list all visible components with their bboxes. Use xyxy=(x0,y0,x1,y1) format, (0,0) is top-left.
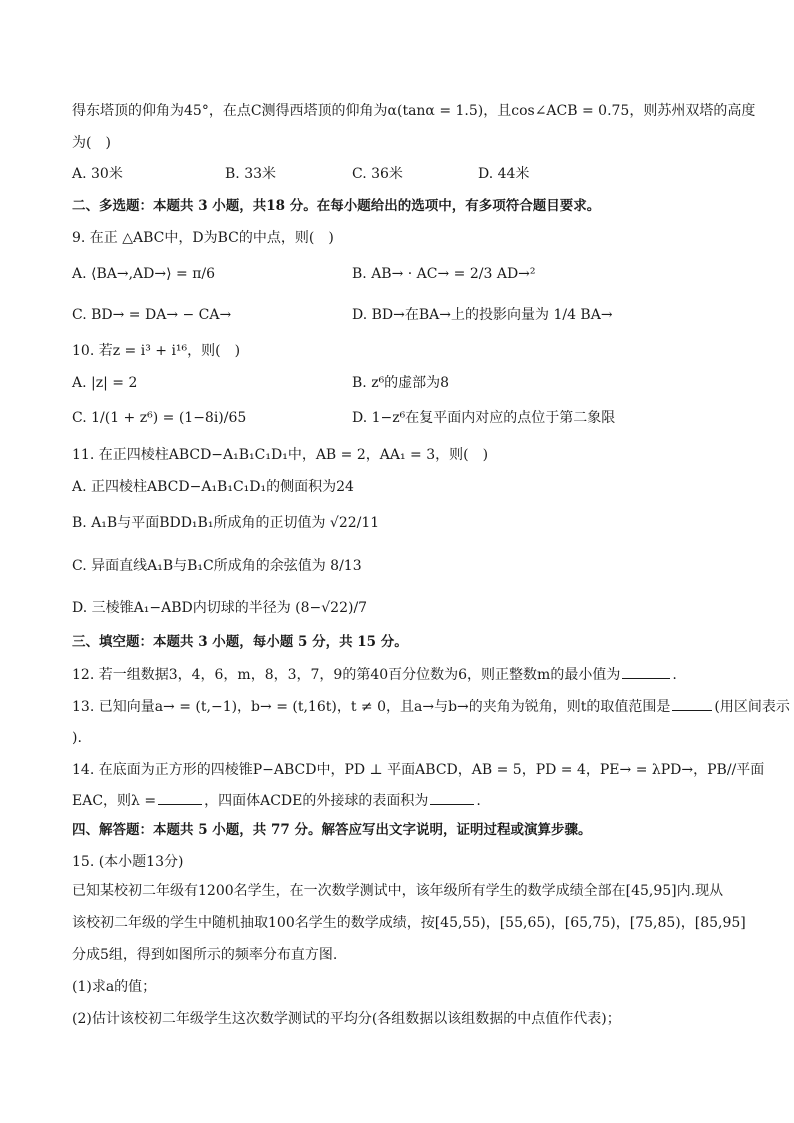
q9-option-d: D. BD→在BA→上的投影向量为 1/4 BA→ xyxy=(352,307,613,323)
q8-option-b: B. 33米 xyxy=(225,166,277,182)
q15-line2: 该校初二年级的学生中随机抽取100名学生的数学成绩，按[45,55)，[55,65)，[65,75)，[75,85)，[85,95] xyxy=(72,915,746,931)
q15-head: 15. (本小题13分) xyxy=(72,854,184,870)
q14-part-b: ，四面体ACDE的外接球的表面积为 xyxy=(204,793,429,809)
q10-option-a: A. |z| = 2 xyxy=(72,375,138,391)
q10-stem: 10. 若z = i³ + i¹⁶，则( ) xyxy=(72,343,241,359)
q15-sub2: (2)估计该校初二年级学生这次数学测试的平均分(各组数据以该组数据的中点值作代表)； xyxy=(72,1011,621,1027)
q9-option-c: C. BD→ = DA→ − CA→ xyxy=(72,307,232,323)
q13-body: 13. 已知向量a→ = (t,−1)，b→ = (t,16t)，t ≠ 0，且a→与b→的夹角为锐角，则t的取值范围是 xyxy=(72,699,671,715)
q8-line1: 得东塔顶的仰角为45°，在点C测得西塔顶的仰角为α(tanα = 1.5)，且cos∠ACB = 0.75，则苏州双塔的高度 xyxy=(72,103,756,119)
q11-option-c: C. 异面直线A₁B与B₁C所成角的余弦值为 8/13 xyxy=(72,558,362,574)
q14-line1: 14. 在底面为正方形的四棱锥P−ABCD中，PD ⊥ 平面ABCD，AB = 5，PD = 4，PE→ = λPD→，PB//平面 xyxy=(72,762,765,778)
q14-part-a: EAC，则λ = xyxy=(72,793,157,809)
q11-stem: 11. 在正四棱柱ABCD−A₁B₁C₁D₁中，AB = 2，AA₁ = 3，则( ) xyxy=(72,447,489,463)
q12-end: . xyxy=(672,667,677,683)
q8-option-d: D. 44米 xyxy=(478,166,530,182)
q12-answer-blank xyxy=(622,664,670,679)
q15-line1: 已知某校初二年级有1200名学生，在一次数学测试中，该年级所有学生的数学成绩全部在[45,95]内.现从 xyxy=(72,883,724,899)
q13-line2: ). xyxy=(72,730,82,746)
q12-text xyxy=(72,664,732,685)
q14-part-c: . xyxy=(476,793,481,809)
q11-option-d: D. 三棱锥A₁−ABD内切球的半径为 (8−√22)/7 xyxy=(72,600,368,616)
q9-option-b: B. AB→ · AC→ = 2/3 AD→² xyxy=(352,266,536,282)
section-heading-fill-in: 三、填空题：本题共 3 小题，每小题 5 分，共 15 分。 xyxy=(72,634,408,650)
q13-text xyxy=(72,696,790,717)
section-heading-solutions: 四、解答题：本题共 5 小题，共 77 分。解答应写出文字说明，证明过程或演算步骤。 xyxy=(72,822,592,838)
section-heading-multiple-choice: 二、多选题：本题共 3 小题，共18 分。在每小题给出的选项中，有多项符合题目要求。 xyxy=(72,198,601,214)
q11-option-b: B. A₁B与平面BDD₁B₁所成角的正切值为 √22/11 xyxy=(72,515,380,531)
q14-answer-blank-1 xyxy=(158,790,202,805)
q12-body: 12. 若一组数据3，4，6，m，8，3，7，9的第40百分位数为6，则正整数m的最小值为 xyxy=(72,667,621,683)
q8-line2: 为( ) xyxy=(72,135,111,151)
q15-line3: 分成5组，得到如图所示的频率分布直方图. xyxy=(72,947,338,963)
q14-line2 xyxy=(72,790,732,811)
q9-option-a: A. ⟨BA→,AD→⟩ = π/6 xyxy=(72,266,216,282)
q15-sub1: (1)求a的值； xyxy=(72,979,157,995)
q9-stem: 9. 在正 △ABC中，D为BC的中点，则( ) xyxy=(72,230,334,246)
q13-answer-blank xyxy=(672,696,712,711)
q14-answer-blank-2 xyxy=(430,790,474,805)
q10-option-d: D. 1−z⁶在复平面内对应的点位于第二象限 xyxy=(352,410,616,426)
q8-option-c: C. 36米 xyxy=(352,166,403,182)
q10-option-c: C. 1/(1 + z⁶) = (1−8i)/65 xyxy=(72,410,247,426)
q13-end: (用区间表示 xyxy=(714,699,790,715)
q8-option-a: A. 30米 xyxy=(72,166,123,182)
q11-option-a: A. 正四棱柱ABCD−A₁B₁C₁D₁的侧面积为24 xyxy=(72,479,354,495)
q10-option-b: B. z⁶的虚部为8 xyxy=(352,375,450,391)
